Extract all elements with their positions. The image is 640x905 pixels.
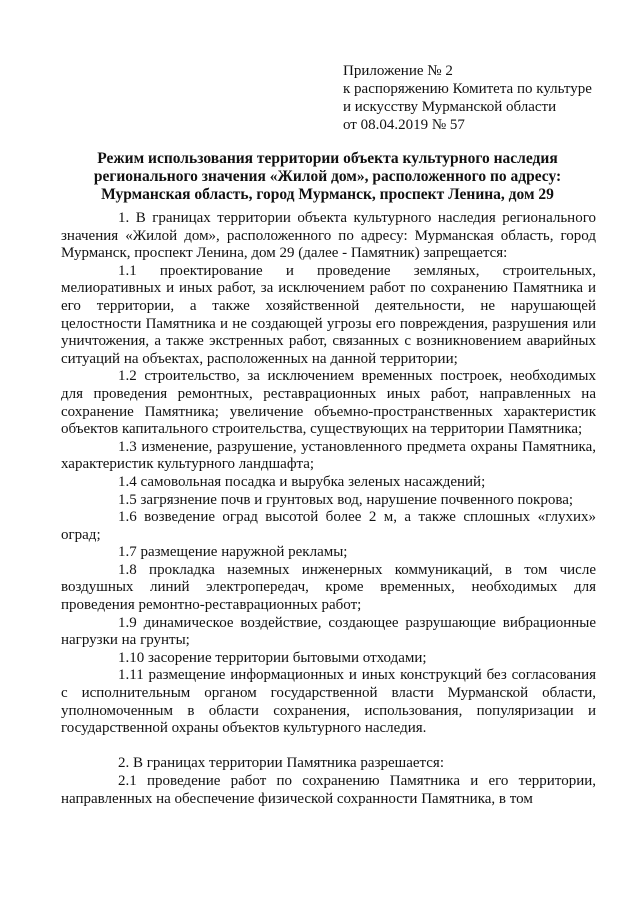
document-title (60, 150, 595, 204)
appendix-reference-line: к распоряжению Комитета по культуре (343, 81, 592, 97)
section-2-intro: 2. В границах территории Памятника разрешается: (118, 755, 444, 772)
item-1-1: 1.1 проектирование и проведение земляных, строительных, мелиоративных и иных работ, за исключением работ по сохранению Памятника и его территории, а также хозяйственной деятельности, не нарушающей целостности Памятника и не создающей угрозы его повреждения, разрушения или уничтожения, а также экстренных работ, связанных с возникновением аварийных ситуаций на объектах, расположенных на данной территории; (61, 262, 596, 367)
item-1-10: 1.10 засорение территории бытовыми отходами; (118, 649, 427, 666)
appendix-date-line: от 08.04.2019 № 57 (343, 117, 465, 133)
item-1-5: 1.5 загрязнение почв и грунтовых вод, нарушение почвенного покрова; (118, 491, 574, 508)
item-2-1: 2.1 проведение работ по сохранению Памятника и его территории, направленных на обеспечение физической сохранности Памятника, в том (61, 773, 596, 807)
appendix-header (343, 62, 623, 134)
item-1-8: 1.8 прокладка наземных инженерных коммуникаций, в том числе воздушных линий электропередач, кроме временных, необходимых для проведения ремонтно-реставрационных работ; (61, 561, 596, 614)
item-1-4: 1.4 самовольная посадка и вырубка зеленых насаждений; (118, 473, 486, 490)
item-1-6: 1.6 возведение оград высотой более 2 м, а также сплошных «глухих» оград; (61, 509, 596, 543)
appendix-number: Приложение № 2 (343, 63, 453, 79)
section-1-intro: 1. В границах территории объекта культурного наследия регионального значения «Жилой дом», расположенного по адресу: Мурманская область, город Мурманск, проспект Ленина, дом 29 (далее - Памятник) запрещается: (61, 210, 596, 262)
paragraph-spacer (61, 738, 596, 756)
item-1-3: 1.3 изменение, разрушение, установленного предмета охраны Памятника, характеристик культурного ландшафта; (61, 438, 596, 473)
item-1-7: 1.7 размещение наружной рекламы; (118, 544, 348, 561)
title-line: Мурманская область, город Мурманск, проспект Ленина, дом 29 (101, 186, 554, 203)
document-body (61, 210, 596, 808)
item-1-9: 1.9 динамическое воздействие, создающее разрушающие вибрационные нагрузки на грунты; (61, 614, 596, 649)
title-line: регионального значения «Жилой дом», расположенного по адресу: (93, 168, 562, 185)
appendix-authority-line: и искусству Мурманской области (343, 99, 557, 115)
item-1-11: 1.11 размещение информационных и иных конструкций без согласования с исполнительным органом государственной власти Мурманской области, уполномоченным в области сохранения, использования, популяризации и государственной охраны объектов культурного наследия. (61, 667, 596, 737)
title-line: Режим использования территории объекта культурного наследия (97, 150, 558, 167)
item-1-2: 1.2 строительство, за исключением временных построек, необходимых для проведения ремонтных, реставрационных иных работ, направленных на сохранение Памятника; увеличение объемно-пространственных характеристик объектов капитального строительства, существующих на территории Памятника; (61, 368, 596, 438)
